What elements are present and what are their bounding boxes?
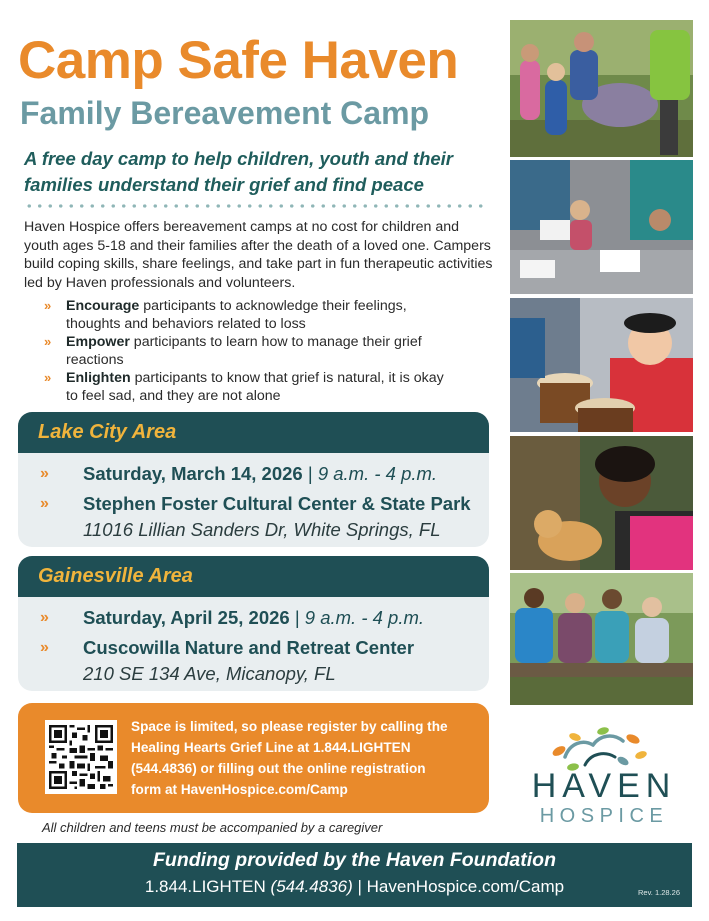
page-subtitle: Family Bereavement Camp xyxy=(20,95,430,131)
chevron-icon: » xyxy=(40,609,49,626)
lake-city-area-card xyxy=(18,412,489,547)
chevron-icon: » xyxy=(40,639,49,656)
funding-line: Funding provided by the Haven Foundation xyxy=(153,849,556,871)
photo-family-picnic xyxy=(510,573,693,705)
revision-label: Rev. 1.28.26 xyxy=(638,888,680,897)
photo-kids-with-horse xyxy=(510,20,693,157)
goal-item: » Empower participants to learn how to manage their grief reactions xyxy=(44,334,422,368)
chevron-icon: » xyxy=(44,370,52,385)
photo-girl-with-dog xyxy=(510,436,693,570)
footer-bar xyxy=(17,843,692,907)
qr-code[interactable] xyxy=(45,720,117,794)
venue-address: 210 SE 134 Ave, Micanopy, FL xyxy=(83,663,336,684)
page-title: Camp Safe Haven xyxy=(18,31,459,90)
event-date-row: » Saturday, April 25, 2026 | 9 a.m. - 4 p.m. xyxy=(40,607,425,628)
venue-address: 11016 Lillian Sanders Dr, White Springs, FL xyxy=(83,519,441,540)
event-venue-row: » Stephen Foster Cultural Center & State Park 11016 Lillian Sanders Dr, White Springs, FL xyxy=(18,493,489,541)
caregiver-note: All children and teens must be accompanied by a caregiver xyxy=(42,820,383,835)
goal-item: » Enlighten participants to know that grief is natural, it is okay to feel sad, and they are not alone xyxy=(44,370,444,404)
chevron-icon: » xyxy=(44,298,52,313)
contact-line: 1.844.LIGHTEN (544.4836) | HavenHospice.com/Camp xyxy=(144,877,565,896)
registration-link[interactable]: HavenHospice.com/Camp xyxy=(180,782,348,797)
goals-list xyxy=(44,297,454,405)
dotted-divider xyxy=(24,203,484,209)
logo-haven-text: HAVEN xyxy=(531,767,677,805)
footer-phone[interactable]: 1.844.LIGHTEN xyxy=(144,877,266,896)
tagline: A free day camp to help children, youth and their families understand their grief and find peace xyxy=(24,148,453,195)
area-header: Lake City Area xyxy=(18,412,489,453)
photo-drum-circle xyxy=(510,298,693,432)
registration-box xyxy=(18,703,489,813)
event-date-row: » Saturday, March 14, 2026 | 9 a.m. - 4 p.m. xyxy=(40,463,438,484)
logo-hospice-text: HOSPICE xyxy=(539,805,669,827)
chevron-icon: » xyxy=(40,465,49,482)
footer-website-link[interactable]: HavenHospice.com/Camp xyxy=(366,877,565,896)
chevron-icon: » xyxy=(40,495,49,512)
photo-group-activity xyxy=(510,160,693,294)
event-venue-row: » Cuscowilla Nature and Retreat Center 210 SE 134 Ave, Micanopy, FL xyxy=(18,637,489,685)
registration-text: Space is limited, so please register by calling the Healing Hearts Grief Line at 1.844.LIGHTEN (544.4836) or filling out the online registration form at HavenHospice.com/Camp xyxy=(131,719,448,797)
intro-paragraph: Haven Hospice offers bereavement camps at no cost for children and youth ages 5-18 and their families after the death of a loved one. Campers build coping skills, share feelings, and take part in fun therapeutic activities led by Haven professionals and volunteers. xyxy=(24,219,493,291)
gainesville-area-card xyxy=(18,556,489,691)
chevron-icon: » xyxy=(44,334,52,349)
area-header: Gainesville Area xyxy=(18,556,489,597)
goal-item: » Encourage participants to acknowledge their feelings, thoughts and behaviors related to loss xyxy=(44,298,407,332)
